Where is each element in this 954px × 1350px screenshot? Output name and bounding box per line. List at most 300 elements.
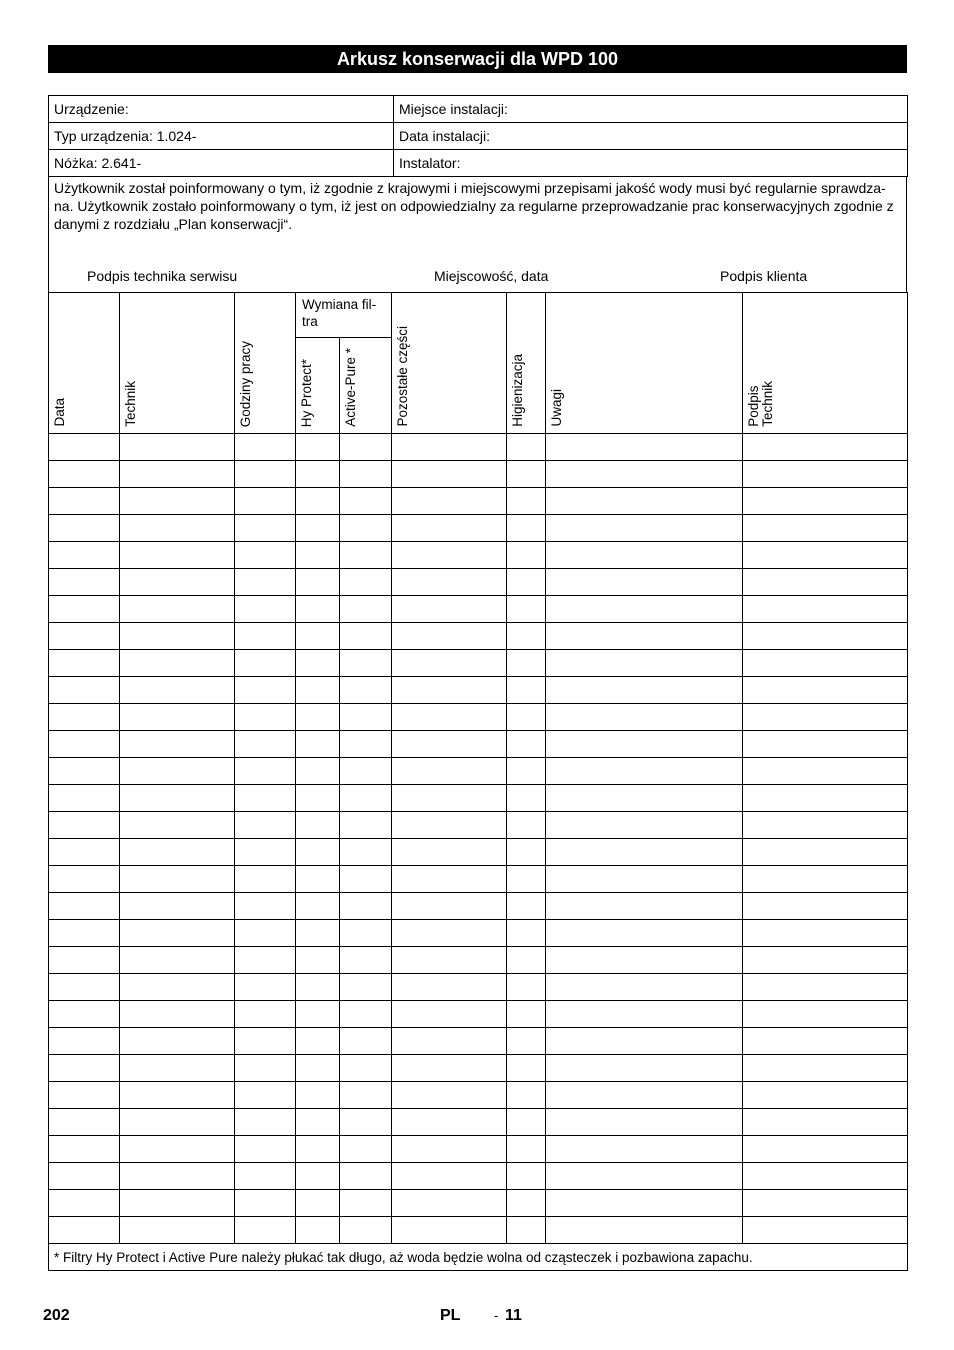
log-cell[interactable] [296,866,340,893]
log-cell[interactable] [235,920,296,947]
log-cell[interactable] [340,1082,392,1109]
log-cell[interactable] [49,1109,120,1136]
log-cell[interactable] [743,1055,908,1082]
log-cell[interactable] [235,704,296,731]
log-row [49,893,908,920]
log-cell[interactable] [49,1082,120,1109]
log-cell[interactable] [546,1217,743,1244]
log-cell[interactable] [392,1136,507,1163]
log-cell[interactable] [235,434,296,461]
log-cell[interactable] [235,461,296,488]
log-cell[interactable] [507,839,546,866]
log-cell[interactable] [49,758,120,785]
log-cell[interactable] [49,704,120,731]
log-cell[interactable] [546,596,743,623]
log-cell[interactable] [546,515,743,542]
log-cell[interactable] [392,434,507,461]
log-cell[interactable] [296,785,340,812]
log-cell[interactable] [392,569,507,596]
log-cell[interactable] [49,677,120,704]
log-cell[interactable] [235,758,296,785]
log-cell[interactable] [340,758,392,785]
log-cell[interactable] [507,1109,546,1136]
log-cell[interactable] [340,569,392,596]
log-cell[interactable] [296,1190,340,1217]
log-cell[interactable] [507,650,546,677]
log-row [49,461,908,488]
log-cell[interactable] [340,677,392,704]
footer-dash: - [494,1308,499,1323]
log-cell[interactable] [546,1109,743,1136]
log-cell[interactable] [340,1001,392,1028]
log-cell[interactable] [507,569,546,596]
log-cell[interactable] [743,623,908,650]
log-cell[interactable] [743,569,908,596]
log-cell[interactable] [235,650,296,677]
log-cell[interactable] [235,785,296,812]
log-cell[interactable] [546,1055,743,1082]
log-cell[interactable] [743,1163,908,1190]
foot-field[interactable]: Nóżka: 2.641- [49,150,394,177]
log-cell[interactable] [120,893,235,920]
log-cell[interactable] [546,920,743,947]
log-cell[interactable] [507,596,546,623]
log-cell[interactable] [392,920,507,947]
log-cell[interactable] [507,731,546,758]
log-cell[interactable] [743,434,908,461]
log-cell[interactable] [340,1109,392,1136]
log-cell[interactable] [743,812,908,839]
log-cell[interactable] [49,1055,120,1082]
device-field[interactable]: Urządzenie: [49,96,394,123]
log-cell[interactable] [743,704,908,731]
log-cell[interactable] [392,542,507,569]
log-cell[interactable] [546,650,743,677]
log-cell[interactable] [392,812,507,839]
log-cell[interactable] [49,488,120,515]
log-cell[interactable] [507,488,546,515]
log-cell[interactable] [296,1109,340,1136]
log-cell[interactable] [546,1190,743,1217]
log-cell[interactable] [743,461,908,488]
log-cell[interactable] [546,623,743,650]
log-cell[interactable] [340,623,392,650]
log-cell[interactable] [296,947,340,974]
log-cell[interactable] [546,461,743,488]
log-cell[interactable] [49,542,120,569]
log-cell[interactable] [507,677,546,704]
log-cell[interactable] [507,1190,546,1217]
log-cell[interactable] [340,650,392,677]
log-cell[interactable] [546,704,743,731]
log-cell[interactable] [296,758,340,785]
log-cell[interactable] [507,1217,546,1244]
log-cell[interactable] [120,1055,235,1082]
log-cell[interactable] [392,488,507,515]
log-cell[interactable] [120,731,235,758]
log-cell[interactable] [392,1190,507,1217]
log-cell[interactable] [507,542,546,569]
log-cell[interactable] [743,1082,908,1109]
log-cell[interactable] [340,1217,392,1244]
log-cell[interactable] [296,515,340,542]
log-cell[interactable] [235,515,296,542]
customer-signature-label: Podpis klienta [720,268,808,284]
log-cell[interactable] [120,542,235,569]
log-cell[interactable] [743,650,908,677]
log-cell[interactable] [49,812,120,839]
log-cell[interactable] [120,785,235,812]
log-cell[interactable] [296,1163,340,1190]
log-cell[interactable] [392,596,507,623]
log-cell[interactable] [49,1217,120,1244]
log-cell[interactable] [296,839,340,866]
log-cell[interactable] [546,839,743,866]
log-cell[interactable] [507,623,546,650]
log-cell[interactable] [49,893,120,920]
log-cell[interactable] [296,974,340,1001]
log-cell[interactable] [546,758,743,785]
log-cell[interactable] [49,785,120,812]
log-cell[interactable] [743,920,908,947]
log-cell[interactable] [340,461,392,488]
log-cell[interactable] [296,1217,340,1244]
log-cell[interactable] [507,1082,546,1109]
log-cell[interactable] [49,1028,120,1055]
log-cell[interactable] [392,1055,507,1082]
log-cell[interactable] [235,1136,296,1163]
log-cell[interactable] [49,1136,120,1163]
log-cell[interactable] [546,1082,743,1109]
device-type-field[interactable]: Typ urządzenia: 1.024- [49,123,394,150]
log-cell[interactable] [743,866,908,893]
log-cell[interactable] [743,893,908,920]
log-cell[interactable] [235,488,296,515]
log-row [49,920,908,947]
log-cell[interactable] [392,866,507,893]
log-cell[interactable] [235,1190,296,1217]
log-cell[interactable] [743,1001,908,1028]
log-cell[interactable] [507,434,546,461]
log-row [49,623,908,650]
log-cell[interactable] [340,515,392,542]
log-cell[interactable] [340,434,392,461]
log-cell[interactable] [120,974,235,1001]
log-row [49,1190,908,1217]
log-cell[interactable] [49,434,120,461]
page-title: Arkusz konserwacji dla WPD 100 [48,45,907,73]
log-cell[interactable] [235,1001,296,1028]
log-cell[interactable] [296,704,340,731]
log-cell[interactable] [120,650,235,677]
col-active-pure-header: Active-Pure * [340,338,392,434]
log-cell[interactable] [392,1001,507,1028]
log-cell[interactable] [120,704,235,731]
log-cell[interactable] [120,866,235,893]
log-cell[interactable] [235,974,296,1001]
log-cell[interactable] [743,731,908,758]
log-cell[interactable] [235,596,296,623]
log-cell[interactable] [743,1136,908,1163]
log-cell[interactable] [546,974,743,1001]
log-cell[interactable] [743,515,908,542]
log-cell[interactable] [49,974,120,1001]
log-cell[interactable] [507,758,546,785]
log-cell[interactable] [120,1028,235,1055]
log-cell[interactable] [546,488,743,515]
log-cell[interactable] [340,596,392,623]
log-cell[interactable] [392,974,507,1001]
log-cell[interactable] [392,1163,507,1190]
installer-field[interactable]: Instalator: [394,150,908,177]
log-cell[interactable] [49,731,120,758]
log-cell[interactable] [340,488,392,515]
log-row [49,1082,908,1109]
log-cell[interactable] [743,488,908,515]
log-cell[interactable] [296,1028,340,1055]
log-cell[interactable] [743,974,908,1001]
log-cell[interactable] [235,1082,296,1109]
log-cell[interactable] [392,731,507,758]
log-cell[interactable] [296,1055,340,1082]
log-cell[interactable] [743,677,908,704]
log-cell[interactable] [120,1082,235,1109]
log-cell[interactable] [49,866,120,893]
log-cell[interactable] [507,893,546,920]
log-cell[interactable] [296,920,340,947]
log-cell[interactable] [296,893,340,920]
log-cell[interactable] [546,947,743,974]
log-cell[interactable] [546,434,743,461]
log-cell[interactable] [235,623,296,650]
log-cell[interactable] [49,596,120,623]
log-cell[interactable] [743,947,908,974]
log-cell[interactable] [392,1109,507,1136]
log-cell[interactable] [392,650,507,677]
log-row [49,1109,908,1136]
log-cell[interactable] [507,866,546,893]
log-cell[interactable] [507,947,546,974]
log-cell[interactable] [120,677,235,704]
log-row [49,542,908,569]
log-cell[interactable] [507,1163,546,1190]
section-page-number: 11 [505,1307,522,1324]
log-cell[interactable] [235,731,296,758]
user-notice-box [48,176,907,292]
log-cell[interactable] [743,1190,908,1217]
log-cell[interactable] [507,461,546,488]
log-row [49,731,908,758]
log-cell[interactable] [120,515,235,542]
log-cell[interactable] [507,1028,546,1055]
log-cell[interactable] [296,488,340,515]
log-cell[interactable] [507,1055,546,1082]
log-cell[interactable] [392,1082,507,1109]
log-cell[interactable] [340,1055,392,1082]
log-cell[interactable] [392,1028,507,1055]
log-cell[interactable] [296,596,340,623]
log-cell[interactable] [743,1217,908,1244]
log-cell[interactable] [546,677,743,704]
log-cell[interactable] [340,785,392,812]
log-cell[interactable] [296,623,340,650]
log-cell[interactable] [392,461,507,488]
log-cell[interactable] [49,1163,120,1190]
install-place-field[interactable]: Miejsce instalacji: [394,96,908,123]
log-cell[interactable] [507,812,546,839]
log-cell[interactable] [235,1055,296,1082]
log-cell[interactable] [120,920,235,947]
log-cell[interactable] [120,947,235,974]
log-cell[interactable] [235,839,296,866]
log-cell[interactable] [49,650,120,677]
log-cell[interactable] [296,1136,340,1163]
log-cell[interactable] [49,1190,120,1217]
log-cell[interactable] [296,731,340,758]
log-cell[interactable] [340,812,392,839]
log-cell[interactable] [120,596,235,623]
log-cell[interactable] [546,1163,743,1190]
log-cell[interactable] [546,812,743,839]
log-row [49,1028,908,1055]
log-cell[interactable] [392,785,507,812]
log-cell[interactable] [235,1217,296,1244]
log-cell[interactable] [235,812,296,839]
log-cell[interactable] [743,1028,908,1055]
log-cell[interactable] [743,1109,908,1136]
log-cell[interactable] [120,812,235,839]
log-row [49,704,908,731]
log-cell[interactable] [546,1001,743,1028]
log-cell[interactable] [120,488,235,515]
log-cell[interactable] [392,893,507,920]
log-cell[interactable] [392,704,507,731]
log-cell[interactable] [235,893,296,920]
log-cell[interactable] [340,1028,392,1055]
log-cell[interactable] [120,434,235,461]
col-date-header: Data [49,293,120,434]
log-cell[interactable] [743,542,908,569]
log-cell[interactable] [392,1217,507,1244]
log-cell[interactable] [49,1001,120,1028]
log-cell[interactable] [49,623,120,650]
log-cell[interactable] [392,947,507,974]
log-cell[interactable] [235,947,296,974]
log-cell[interactable] [507,974,546,1001]
log-row [49,569,908,596]
log-cell[interactable] [120,569,235,596]
log-cell[interactable] [120,1136,235,1163]
log-cell[interactable] [120,839,235,866]
col-hy-protect-header: Hy Protect* [296,338,340,434]
log-cell[interactable] [120,623,235,650]
log-cell[interactable] [49,461,120,488]
log-cell[interactable] [546,785,743,812]
log-cell[interactable] [49,947,120,974]
log-cell[interactable] [546,731,743,758]
log-cell[interactable] [340,542,392,569]
log-cell[interactable] [546,866,743,893]
install-date-field[interactable]: Data instalacji: [394,123,908,150]
log-cell[interactable] [340,974,392,1001]
log-cell[interactable] [743,785,908,812]
log-cell[interactable] [49,569,120,596]
log-cell[interactable] [340,839,392,866]
log-cell[interactable] [340,893,392,920]
log-cell[interactable] [546,893,743,920]
log-cell[interactable] [120,1109,235,1136]
log-cell[interactable] [296,569,340,596]
log-cell[interactable] [120,1217,235,1244]
log-cell[interactable] [296,812,340,839]
log-cell[interactable] [392,677,507,704]
log-cell[interactable] [296,1082,340,1109]
log-cell[interactable] [120,758,235,785]
log-cell[interactable] [296,461,340,488]
log-cell[interactable] [392,623,507,650]
log-cell[interactable] [235,866,296,893]
log-cell[interactable] [340,1190,392,1217]
log-cell[interactable] [743,758,908,785]
log-cell[interactable] [546,569,743,596]
log-cell[interactable] [235,677,296,704]
log-cell[interactable] [392,839,507,866]
log-cell[interactable] [120,1163,235,1190]
log-cell[interactable] [340,947,392,974]
log-cell[interactable] [296,677,340,704]
log-cell[interactable] [296,434,340,461]
log-cell[interactable] [392,758,507,785]
log-row [49,515,908,542]
log-cell[interactable] [120,1190,235,1217]
log-cell[interactable] [340,866,392,893]
log-cell[interactable] [507,785,546,812]
log-cell[interactable] [296,1001,340,1028]
log-cell[interactable] [296,650,340,677]
log-cell[interactable] [743,839,908,866]
log-cell[interactable] [392,515,507,542]
log-cell[interactable] [235,1028,296,1055]
log-row [49,488,908,515]
log-cell[interactable] [340,1163,392,1190]
log-cell[interactable] [235,1163,296,1190]
log-cell[interactable] [235,569,296,596]
log-cell[interactable] [546,1028,743,1055]
log-cell[interactable] [340,704,392,731]
log-cell[interactable] [49,515,120,542]
log-cell[interactable] [340,731,392,758]
log-cell[interactable] [235,1109,296,1136]
log-cell[interactable] [743,596,908,623]
log-cell[interactable] [235,542,296,569]
log-cell[interactable] [507,920,546,947]
log-cell[interactable] [507,1001,546,1028]
log-cell[interactable] [507,515,546,542]
log-cell[interactable] [507,1136,546,1163]
log-cell[interactable] [546,542,743,569]
log-cell[interactable] [340,920,392,947]
log-row [49,839,908,866]
log-cell[interactable] [120,461,235,488]
log-row [49,785,908,812]
log-cell[interactable] [340,1136,392,1163]
log-cell[interactable] [546,1136,743,1163]
log-cell[interactable] [507,704,546,731]
log-cell[interactable] [120,1001,235,1028]
log-cell[interactable] [296,542,340,569]
log-cell[interactable] [49,920,120,947]
log-cell[interactable] [49,839,120,866]
